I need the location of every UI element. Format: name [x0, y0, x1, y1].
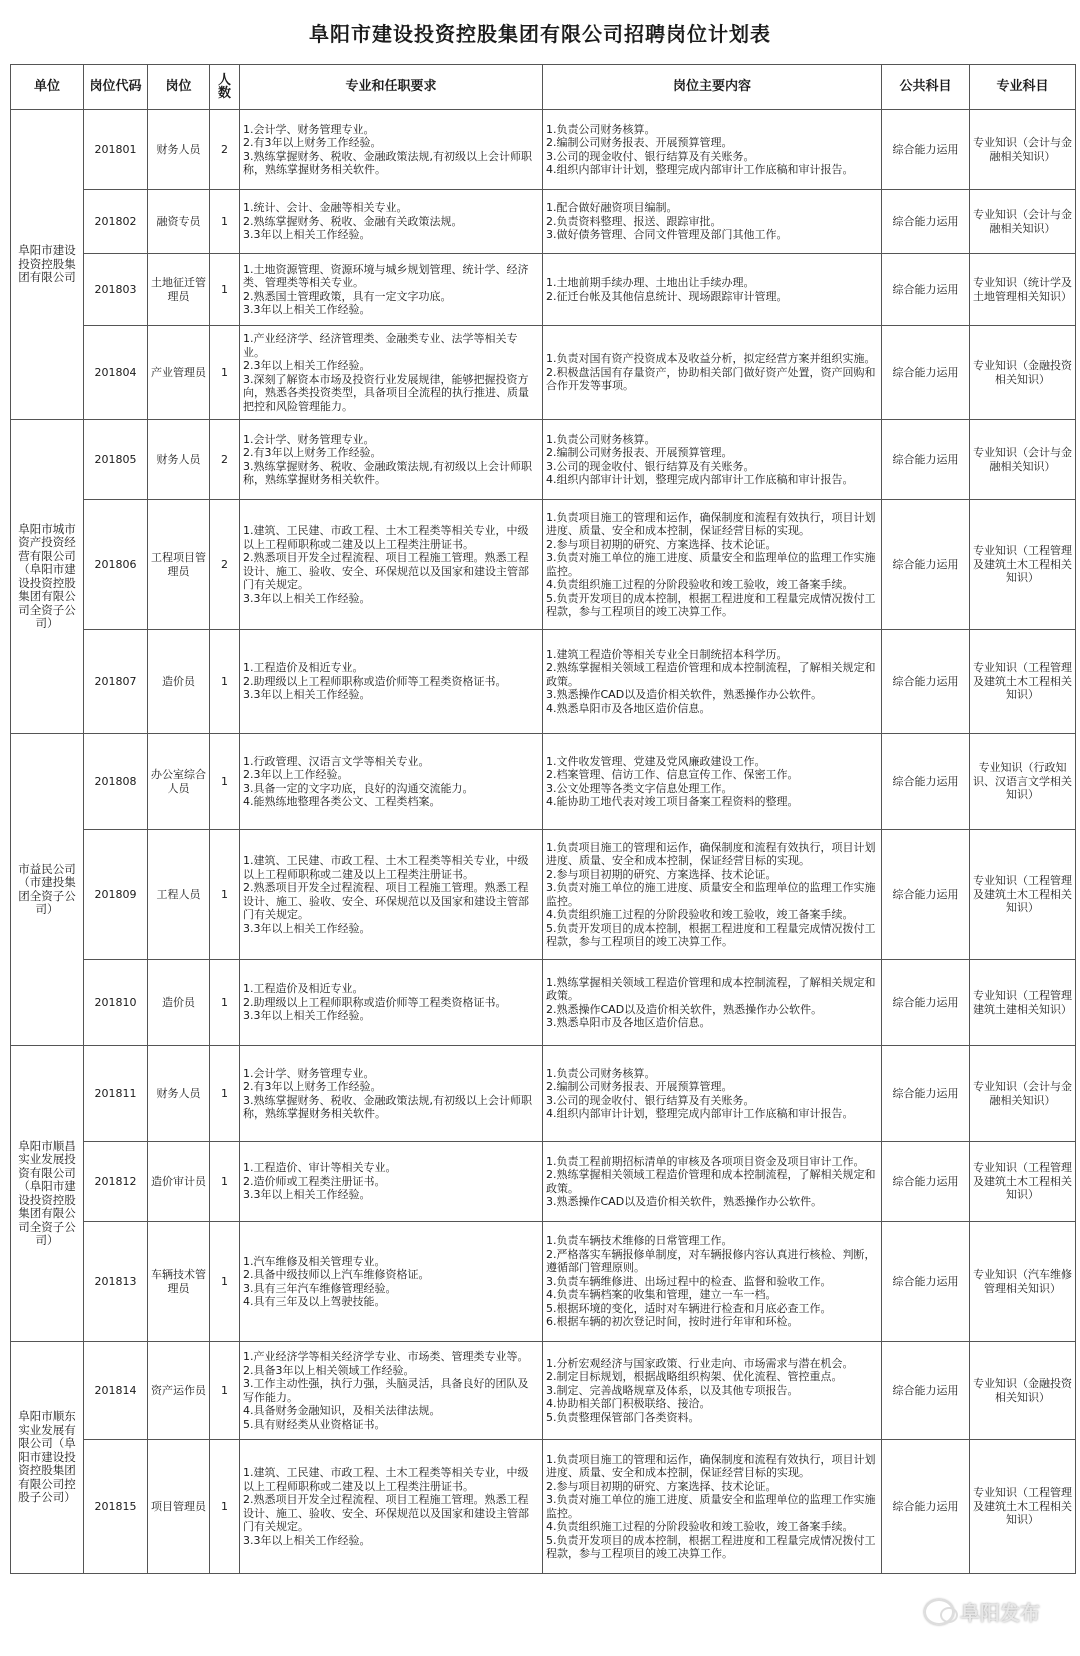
content-line: 1.配合做好融资项目编制。 — [546, 201, 678, 215]
public-subject: 综合能力运用 — [882, 960, 970, 1046]
requirement-line: 1.统计、会计、金融等相关专业。 — [243, 201, 408, 215]
content-line: 3.做好债务管理、合同文件管理及部门其他工作。 — [546, 228, 788, 242]
content-line: 5.负责开发项目的成本控制，根据工程进度和工程量完成情况拨付工程款，参与工程项目的竣工决算工作。 — [546, 591, 876, 618]
unit-cell: 阜阳市城市资产投资经营有限公司（阜阳市建设投资控股集团有限公司全资子公司） — [11, 420, 84, 734]
professional-subject: 专业知识（汽车维修管理相关知识） — [970, 1222, 1076, 1342]
professional-subject: 专业知识（金融投资相关知识） — [970, 326, 1076, 420]
post-count: 1 — [210, 830, 240, 960]
recruitment-table — [10, 64, 1076, 1574]
content-cell — [543, 110, 882, 190]
requirement-line: 2.熟悉项目开发全过程流程、项目工程施工管理。熟悉工程设计、施工、验收、安全、环保规范以及国家和建设主管部门有关规定。 — [243, 1493, 529, 1533]
requirement-line: 4.能熟练地整理各类公文、工程类档案。 — [243, 795, 441, 808]
table-row — [11, 190, 1076, 254]
post-count: 1 — [210, 326, 240, 420]
public-subject: 综合能力运用 — [882, 500, 970, 630]
content-line: 3.公文处理等各类文字信息处理工作。 — [546, 781, 733, 795]
content-cell — [543, 190, 882, 254]
requirements-cell — [240, 830, 543, 960]
table-row — [11, 500, 1076, 630]
table-row — [11, 1046, 1076, 1142]
public-subject: 综合能力运用 — [882, 254, 970, 326]
content-line: 3.公司的现金收付、银行结算及有关账务。 — [546, 1093, 755, 1107]
content-line: 4.负责组织施工过程的分阶段验收和竣工验收，竣工备案手续。 — [546, 1520, 854, 1533]
post-code: 201815 — [84, 1440, 148, 1574]
wechat-icon — [924, 1599, 954, 1625]
content-line: 1.负责公司财务核算。 — [546, 1066, 656, 1080]
public-subject: 综合能力运用 — [882, 1342, 970, 1440]
header-content: 岗位主要内容 — [543, 65, 882, 110]
public-subject: 综合能力运用 — [882, 190, 970, 254]
content-line: 4.组织内部审计计划，整理完成内部审计工作底稿和审计报告。 — [546, 473, 854, 486]
requirement-line: 3.具有三年汽车维修管理经验。 — [243, 1281, 397, 1295]
requirement-line: 2.助理级以上工程师职称或造价师等工程类资格证书。 — [243, 674, 507, 688]
content-line: 4.协助相关部门积极联络、接洽。 — [546, 1397, 711, 1411]
post-code: 201808 — [84, 734, 148, 830]
post-count: 1 — [210, 630, 240, 734]
requirement-line: 3.3年以上相关工作经验。 — [243, 591, 371, 605]
public-subject: 综合能力运用 — [882, 630, 970, 734]
content-line: 3.熟悉操作CAD以及造价相关软件，熟悉操作办公软件。 — [546, 688, 823, 702]
requirement-line: 3.熟练掌握财务、税收、金融政策法规,有初级以上会计师职称，熟练掌握财务相关软件。 — [243, 459, 532, 486]
professional-subject: 专业知识（会计与金融相关知识） — [970, 420, 1076, 500]
content-line: 1.负责工程前期招标清单的审核及各项项目资金及项目审计工作。 — [546, 1154, 865, 1168]
requirement-line: 2.助理级以上工程师职称或造价师等工程类资格证书。 — [243, 995, 507, 1009]
post-count: 1 — [210, 1440, 240, 1574]
content-line: 1.负责公司财务核算。 — [546, 122, 656, 136]
content-line: 2.征迁台帐及其他信息统计、现场跟踪审计管理。 — [546, 289, 788, 303]
requirements-cell — [240, 734, 543, 830]
content-line: 4.能协助工地代表对竣工项目备案工程资料的整理。 — [546, 795, 799, 808]
content-cell — [543, 734, 882, 830]
professional-subject: 专业知识（工程管理及建筑土木工程相关知识） — [970, 830, 1076, 960]
requirement-line: 3.3年以上相关工作经验。 — [243, 1188, 371, 1202]
professional-subject: 专业知识（会计与金融相关知识） — [970, 1046, 1076, 1142]
content-line: 4.组织内部审计计划，整理完成内部审计工作底稿和审计报告。 — [546, 1107, 854, 1120]
requirement-line: 5.具有财经类从业资格证书。 — [243, 1417, 386, 1431]
content-line: 2.熟练掌握相关领域工程造价管理和成本控制流程，了解相关规定和政策。 — [546, 1168, 876, 1195]
post-name: 项目管理员 — [148, 1440, 210, 1574]
post-name: 车辆技术管理员 — [148, 1222, 210, 1342]
content-line: 1.负责对国有资产投资成本及收益分析，拟定经营方案并组织实施。 — [546, 352, 876, 366]
requirement-line: 3.深刻了解资本市场及投资行业发展规律，能够把握投资方向，熟悉各类投资类型，具备项目全流程的执行推进、质量把控和风险管理能力。 — [243, 372, 529, 413]
requirement-line: 1.产业经济学等相关经济学专业、市场类、管理类专业等。 — [243, 1350, 529, 1363]
header-code: 岗位代码 — [84, 65, 148, 110]
table-row — [11, 734, 1076, 830]
content-line: 2.负责资料整理、报送、跟踪审批。 — [546, 214, 722, 228]
requirement-line: 2.具备3年以上相关领域工作经验。 — [243, 1363, 415, 1377]
content-line: 3.熟悉阜阳市及各地区造价信息。 — [546, 1016, 711, 1029]
requirement-line: 1.建筑、工民建、市政工程、土木工程类等相关专业，中级以上工程师职称或二建及以上工程类注册证书。 — [243, 1466, 529, 1493]
content-line: 2.积极盘活国有存量资产，协助相关部门做好资产处置，资产回购和合作开发等事项。 — [546, 365, 876, 393]
post-count: 2 — [210, 110, 240, 190]
content-cell — [543, 254, 882, 326]
post-count: 1 — [210, 254, 240, 326]
post-name: 产业管理员 — [148, 326, 210, 420]
content-line: 5.负责开发项目的成本控制，根据工程进度和工程量完成情况拨付工程款，参与工程项目的竣工决算工作。 — [546, 1533, 876, 1560]
content-line: 5.根据环境的变化，适时对车辆进行检查和月底必查工作。 — [546, 1301, 832, 1315]
unit-cell: 阜阳市建设投资控股集团有限公司 — [11, 110, 84, 420]
table-row — [11, 1222, 1076, 1342]
public-subject: 综合能力运用 — [882, 110, 970, 190]
post-name: 造价审计员 — [148, 1142, 210, 1222]
professional-subject: 专业知识（工程管理及建筑土木工程相关知识） — [970, 1142, 1076, 1222]
content-line: 2.参与项目初期的研究、方案选择、技术论证。 — [546, 1479, 777, 1493]
content-line: 2.熟练掌握相关领域工程造价管理和成本控制流程，了解相关规定和政策。 — [546, 661, 876, 688]
content-line: 2.制定目标规划，根据战略组织构架、优化流程、管控重点。 — [546, 1370, 843, 1384]
professional-subject: 专业知识（工程管理及建筑土木工程相关知识） — [970, 500, 1076, 630]
content-line: 1.负责项目施工的管理和运作，确保制度和流程有效执行，项目计划进度、质量、安全和成本控制，保证经营目标的实现。 — [546, 840, 876, 867]
requirement-line: 1.建筑、工民建、市政工程、土木工程类等相关专业，中级以上工程师职称或二建及以上工程类注册证书。 — [243, 524, 529, 551]
content-line: 4.负责车辆档案的收集和管理，建立一车一档。 — [546, 1288, 777, 1302]
requirement-line: 2.3年以上相关工作经验。 — [243, 359, 371, 372]
content-line: 6.根据车辆的初次登记时间，按时进行年审和环检。 — [546, 1315, 799, 1329]
table-row — [11, 630, 1076, 734]
post-name: 土地征迁管理员 — [148, 254, 210, 326]
requirements-cell — [240, 1342, 543, 1440]
public-subject: 综合能力运用 — [882, 1142, 970, 1222]
post-code: 201801 — [84, 110, 148, 190]
requirement-line: 2.有3年以上财务工作经验。 — [243, 1080, 382, 1093]
content-line: 2.档案管理、信访工作、信息宣传工作、保密工作。 — [546, 768, 799, 781]
public-subject: 综合能力运用 — [882, 1222, 970, 1342]
requirement-line: 2.熟悉国土管理政策，具有一定文字功底。 — [243, 289, 452, 303]
requirement-line: 2.熟练掌握财务、税收、金融有关政策法规。 — [243, 214, 463, 228]
requirement-line: 3.3年以上相关工作经验。 — [243, 303, 371, 316]
post-count: 1 — [210, 1222, 240, 1342]
table-header-row — [11, 65, 1076, 110]
content-line: 3.公司的现金收付、银行结算及有关账务。 — [546, 149, 755, 163]
requirement-line: 4.具备财务金融知识，及相关法律法规。 — [243, 1404, 441, 1417]
requirements-cell — [240, 630, 543, 734]
requirement-line: 3.3年以上相关工作经验。 — [243, 921, 371, 935]
content-cell — [543, 326, 882, 420]
table-row — [11, 254, 1076, 326]
requirement-line: 2.熟悉项目开发全过程流程、项目工程施工管理。熟悉工程设计、施工、验收、安全、环保规范以及国家和建设主管部门有关规定。 — [243, 881, 529, 921]
content-line: 1.负责项目施工的管理和运作，确保制度和流程有效执行，项目计划进度、质量、安全和成本控制，保证经营目标的实现。 — [546, 1452, 876, 1479]
post-count: 1 — [210, 1342, 240, 1440]
requirements-cell — [240, 420, 543, 500]
requirements-cell — [240, 326, 543, 420]
professional-subject: 专业知识（会计与金融相关知识） — [970, 110, 1076, 190]
professional-subject: 专业知识（工程管理及建筑土木工程相关知识） — [970, 1440, 1076, 1574]
page-title: 阜阳市建设投资控股集团有限公司招聘岗位计划表 — [309, 21, 771, 46]
header-requirements: 专业和任职要求 — [240, 65, 543, 110]
requirements-cell — [240, 190, 543, 254]
content-cell — [543, 1342, 882, 1440]
table-row — [11, 1440, 1076, 1574]
content-line: 4.熟悉阜阳市及各地区造价信息。 — [546, 701, 711, 715]
content-line: 1.负责公司财务核算。 — [546, 432, 656, 446]
professional-subject: 专业知识（统计学及土地管理相关知识） — [970, 254, 1076, 326]
content-cell — [543, 830, 882, 960]
requirement-line: 1.会计学、财务管理专业。 — [243, 122, 375, 136]
requirement-line: 1.会计学、财务管理专业。 — [243, 432, 375, 446]
requirement-line: 4.具有三年及以上驾驶技能。 — [243, 1295, 386, 1308]
post-name: 财务人员 — [148, 110, 210, 190]
table-row — [11, 326, 1076, 420]
unit-cell: 阜阳市顺昌实业发展投资有限公司（阜阳市建设投资控股集团有限公司全资子公司） — [11, 1046, 84, 1342]
requirement-line: 1.汽车维修及相关管理专业。 — [243, 1254, 386, 1268]
requirement-line: 2.有3年以上财务工作经验。 — [243, 446, 382, 459]
requirement-line: 2.3年以上工作经验。 — [243, 768, 349, 781]
requirement-line: 3.3年以上相关工作经验。 — [243, 1009, 371, 1023]
content-line: 4.组织内部审计计划，整理完成内部审计工作底稿和审计报告。 — [546, 163, 854, 176]
requirement-line: 3.3年以上相关工作经验。 — [243, 228, 371, 242]
content-line: 1.熟练掌握相关领域工程造价管理和成本控制流程，了解相关规定和政策。 — [546, 975, 876, 1002]
requirements-cell — [240, 1046, 543, 1142]
table-row — [11, 420, 1076, 500]
post-code: 201811 — [84, 1046, 148, 1142]
content-line: 3.负责对施工单位的施工进度、质量安全和监理单位的监理工作实施监控。 — [546, 1493, 876, 1520]
header-post: 岗位 — [148, 65, 210, 110]
post-code: 201814 — [84, 1342, 148, 1440]
public-subject: 综合能力运用 — [882, 1440, 970, 1574]
requirements-cell — [240, 960, 543, 1046]
content-line: 1.负责项目施工的管理和运作，确保制度和流程有效执行，项目计划进度、质量、安全和成本控制，保证经营目标的实现。 — [546, 510, 876, 537]
requirement-line: 2.熟悉项目开发全过程流程、项目工程施工管理。熟悉工程设计、施工、验收、安全、环保规范以及国家和建设主管部门有关规定。 — [243, 551, 529, 591]
content-cell — [543, 420, 882, 500]
table-row — [11, 1142, 1076, 1222]
requirement-line: 3.工作主动性强，执行力强，头脑灵活，具备良好的团队及写作能力。 — [243, 1377, 529, 1404]
header-unit: 单位 — [11, 65, 84, 110]
header-public-subject: 公共科目 — [882, 65, 970, 110]
requirement-line: 2.造价师或工程类注册证书。 — [243, 1174, 386, 1188]
requirement-line: 2.具备中级技师以上汽车维修资格证。 — [243, 1268, 430, 1281]
content-line: 2.熟悉操作CAD以及造价相关软件，熟悉操作办公软件。 — [546, 1002, 823, 1016]
requirement-line: 1.产业经济学、经济管理类、金融类专业、法学等相关专业。 — [243, 332, 518, 359]
table-row — [11, 1342, 1076, 1440]
table-row — [11, 830, 1076, 960]
content-line: 2.编制公司财务报表、开展预算管理。 — [546, 136, 733, 149]
content-cell — [543, 1222, 882, 1342]
content-cell — [543, 1440, 882, 1574]
requirement-line: 3.3年以上相关工作经验。 — [243, 688, 371, 702]
content-line: 1.土地前期手续办理、土地出让手续办理。 — [546, 276, 755, 289]
public-subject: 综合能力运用 — [882, 830, 970, 960]
requirement-line: 1.会计学、财务管理专业。 — [243, 1066, 375, 1080]
unit-cell: 市益民公司（市建投集团全资子公司） — [11, 734, 84, 1046]
content-line: 1.建筑工程造价等相关专业全日制统招本科学历。 — [546, 647, 788, 661]
public-subject: 综合能力运用 — [882, 1046, 970, 1142]
content-line: 1.负责车辆技术维修的日常管理工作。 — [546, 1234, 733, 1248]
post-count: 1 — [210, 1142, 240, 1222]
public-subject: 综合能力运用 — [882, 734, 970, 830]
public-subject: 综合能力运用 — [882, 420, 970, 500]
content-line: 2.编制公司财务报表、开展预算管理。 — [546, 446, 733, 459]
content-line: 3.制定、完善战略规章及体系，以及其他专项报告。 — [546, 1383, 799, 1397]
requirement-line: 1.工程造价及相近专业。 — [243, 982, 364, 996]
post-name: 工程人员 — [148, 830, 210, 960]
post-count: 1 — [210, 190, 240, 254]
content-line: 3.负责车辆维修进、出场过程中的检查、监督和验收工作。 — [546, 1274, 832, 1288]
post-count: 1 — [210, 734, 240, 830]
post-code: 201802 — [84, 190, 148, 254]
requirements-cell — [240, 1222, 543, 1342]
requirement-line: 3.熟练掌握财务、税收、金融政策法规,有初级以上会计师职称，熟练掌握财务相关软件。 — [243, 1093, 532, 1120]
content-line: 3.公司的现金收付、银行结算及有关账务。 — [546, 459, 755, 473]
post-name: 资产运作员 — [148, 1342, 210, 1440]
content-line: 2.参与项目初期的研究、方案选择、技术论证。 — [546, 537, 777, 551]
content-line: 3.熟悉操作CAD以及造价相关软件，熟悉操作办公软件。 — [546, 1195, 823, 1208]
requirement-line: 1.建筑、工民建、市政工程、土木工程类等相关专业，中级以上工程师职称或二建及以上工程类注册证书。 — [243, 854, 529, 881]
table-row — [11, 110, 1076, 190]
requirements-cell — [240, 500, 543, 630]
post-name: 融资专员 — [148, 190, 210, 254]
requirement-line: 2.有3年以上财务工作经验。 — [243, 136, 382, 149]
requirements-cell — [240, 110, 543, 190]
content-cell — [543, 500, 882, 630]
professional-subject: 专业知识（工程管理及建筑土木工程相关知识） — [970, 630, 1076, 734]
post-count: 1 — [210, 1046, 240, 1142]
header-professional-subject: 专业科目 — [970, 65, 1076, 110]
content-line: 3.负责对施工单位的施工进度、质量安全和监理单位的监理工作实施监控。 — [546, 551, 876, 578]
content-line: 5.负责整理保管部门各类资料。 — [546, 1410, 700, 1424]
post-count: 1 — [210, 960, 240, 1046]
content-line: 4.负责组织施工过程的分阶段验收和竣工验收，竣工备案手续。 — [546, 578, 854, 591]
content-cell — [543, 1142, 882, 1222]
post-code: 201812 — [84, 1142, 148, 1222]
requirement-line: 3.3年以上相关工作经验。 — [243, 1533, 371, 1547]
content-cell — [543, 1046, 882, 1142]
requirement-line: 3.熟练掌握财务、税收、金融政策法规,有初级以上会计师职称，熟练掌握财务相关软件。 — [243, 149, 532, 176]
unit-cell: 阜阳市顺东实业发展有限公司（阜阳市建设投资控股集团有限公司控股子公司） — [11, 1342, 84, 1574]
post-code: 201805 — [84, 420, 148, 500]
post-code: 201809 — [84, 830, 148, 960]
content-line: 1.分析宏观经济与国家政策、行业走向、市场需求与潜在机会。 — [546, 1356, 854, 1370]
public-subject: 综合能力运用 — [882, 326, 970, 420]
content-line: 4.负责组织施工过程的分阶段验收和竣工验收，竣工备案手续。 — [546, 908, 854, 921]
requirements-cell — [240, 254, 543, 326]
professional-subject: 专业知识（金融投资相关知识） — [970, 1342, 1076, 1440]
table-row — [11, 960, 1076, 1046]
post-name: 造价员 — [148, 630, 210, 734]
content-line: 1.文件收发管理、党建及党风廉政建设工作。 — [546, 754, 766, 768]
requirement-line: 1.土地资源管理、资源环境与城乡规划管理、统计学、经济类、管理类等相关专业。 — [243, 262, 529, 289]
post-code: 201813 — [84, 1222, 148, 1342]
requirements-cell — [240, 1142, 543, 1222]
post-code: 201803 — [84, 254, 148, 326]
post-name: 造价员 — [148, 960, 210, 1046]
requirement-line: 1.工程造价、审计等相关专业。 — [243, 1161, 397, 1175]
professional-subject: 专业知识（会计与金融相关知识） — [970, 190, 1076, 254]
content-line: 2.严格落实车辆报修单制度，对车辆报修内容认真进行核检、判断，遵循部门管理原则。 — [546, 1247, 876, 1275]
content-cell — [543, 630, 882, 734]
content-line: 2.编制公司财务报表、开展预算管理。 — [546, 1080, 733, 1093]
professional-subject: 专业知识（行政知识、汉语言文学相关知识） — [970, 734, 1076, 830]
header-num: 人数 — [210, 65, 240, 110]
post-name: 工程项目管理员 — [148, 500, 210, 630]
post-name: 财务人员 — [148, 1046, 210, 1142]
content-line: 3.负责对施工单位的施工进度、质量安全和监理单位的监理工作实施监控。 — [546, 881, 876, 908]
professional-subject: 专业知识（工程管理建筑土建相关知识） — [970, 960, 1076, 1046]
requirement-line: 3.具备一定的文字功底，良好的沟通交流能力。 — [243, 781, 474, 795]
post-code: 201806 — [84, 500, 148, 630]
requirement-line: 1.行政管理、汉语言文学等相关专业。 — [243, 754, 430, 768]
post-count: 2 — [210, 420, 240, 500]
post-code: 201810 — [84, 960, 148, 1046]
post-code: 201804 — [84, 326, 148, 420]
content-line: 2.参与项目初期的研究、方案选择、技术论证。 — [546, 867, 777, 881]
watermark-text: 阜阳发布 — [960, 1601, 1040, 1625]
post-count: 2 — [210, 500, 240, 630]
post-name: 财务人员 — [148, 420, 210, 500]
post-code: 201807 — [84, 630, 148, 734]
requirement-line: 1.工程造价及相近专业。 — [243, 661, 364, 675]
watermark — [924, 1597, 1040, 1626]
content-line: 5.负责开发项目的成本控制，根据工程进度和工程量完成情况拨付工程款，参与工程项目的竣工决算工作。 — [546, 921, 876, 948]
content-cell — [543, 960, 882, 1046]
requirements-cell — [240, 1440, 543, 1574]
post-name: 办公室综合人员 — [148, 734, 210, 830]
